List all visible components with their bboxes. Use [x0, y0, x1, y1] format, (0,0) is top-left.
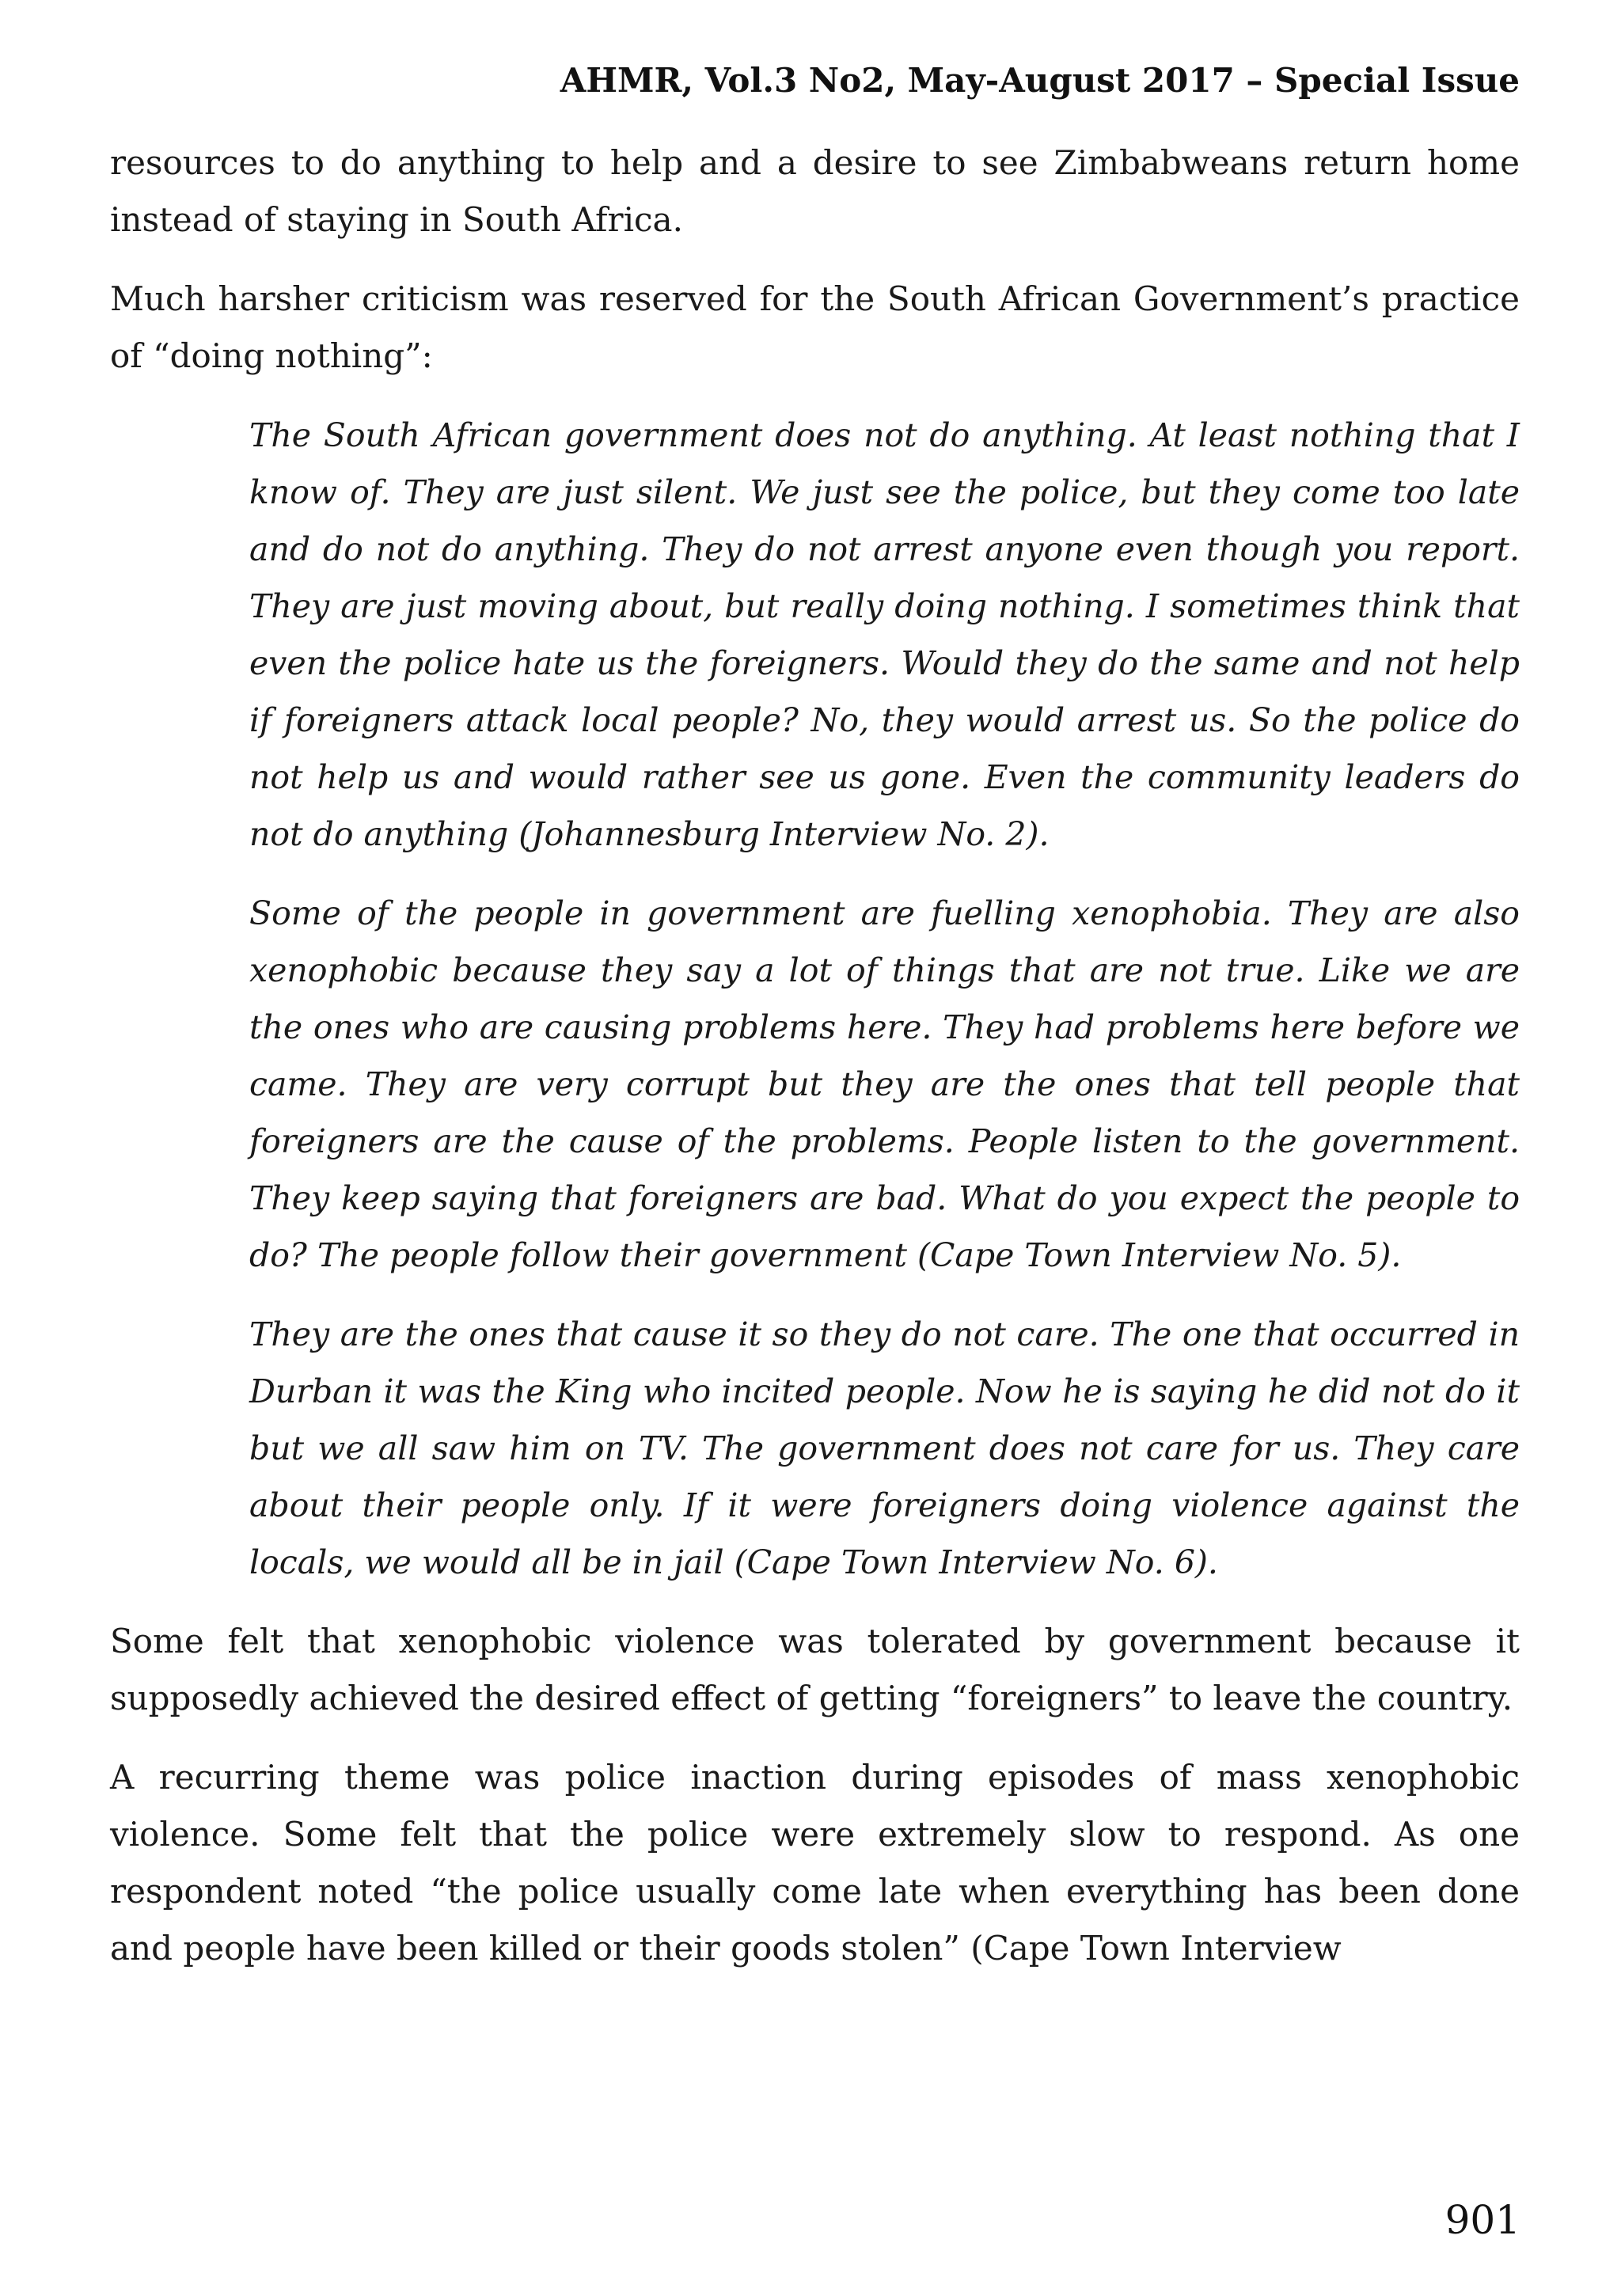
page-body: [110, 135, 1520, 1999]
page-number: 901: [1444, 2197, 1520, 2243]
block-quote-3: They are the ones that cause it so they do not care. The one that occurred in Durban it was the King who incited people. Now he is saying he did not do it but we all saw him on TV. The government does not care for us. They care about their people only. If it were foreigners doing violence against the locals, we would all be in jail (Cape Town Interview No. 6).: [249, 1315, 1520, 1581]
block-quote-1: The South African government does not do anything. At least nothing that I know of. They are just silent. We just see the police, but they come too late and do not do anything. They do not arrest anyone even though you report. They are just moving about, but really doing nothing. I sometimes think that even the police hate us the foreigners. Would they do the same and not help if foreigners attack local people? No, they would arrest us. So the police do not help us and would rather see us gone. Even the community leaders do not do anything (Johannesburg Interview No. 2).: [249, 416, 1520, 853]
body-paragraph-2: Much harsher criticism was reserved for the South African Government’s practice of “doing nothing”:: [110, 279, 1520, 375]
body-paragraph-4: A recurring theme was police inaction during episodes of mass xenophobic violence. Some felt that the police were extremely slow to respond. As one respondent noted “the police usually come late when everything has been done and people have been killed or their goods stolen” (Cape Town Interview: [110, 1758, 1520, 1968]
body-paragraph-3: Some felt that xenophobic violence was tolerated by government because it supposedly achieved the desired effect of getting “foreigners” to leave the country.: [110, 1622, 1520, 1717]
body-paragraph-1: resources to do anything to help and a desire to see Zimbabweans return home instead of staying in South Africa.: [110, 143, 1520, 239]
running-header: AHMR, Vol.3 No2, May-August 2017 – Special Issue: [560, 61, 1520, 100]
block-quote-2: Some of the people in government are fuelling xenophobia. They are also xenophobic because they say a lot of things that are not true. Like we are the ones who are causing problems here. They had problems here before we came. They are very corrupt but they are the ones that tell people that foreigners are the cause of the problems. People listen to the government. They keep saying that foreigners are bad. What do you expect the people to do? The people follow their government (Cape Town Interview No. 5).: [249, 894, 1520, 1274]
